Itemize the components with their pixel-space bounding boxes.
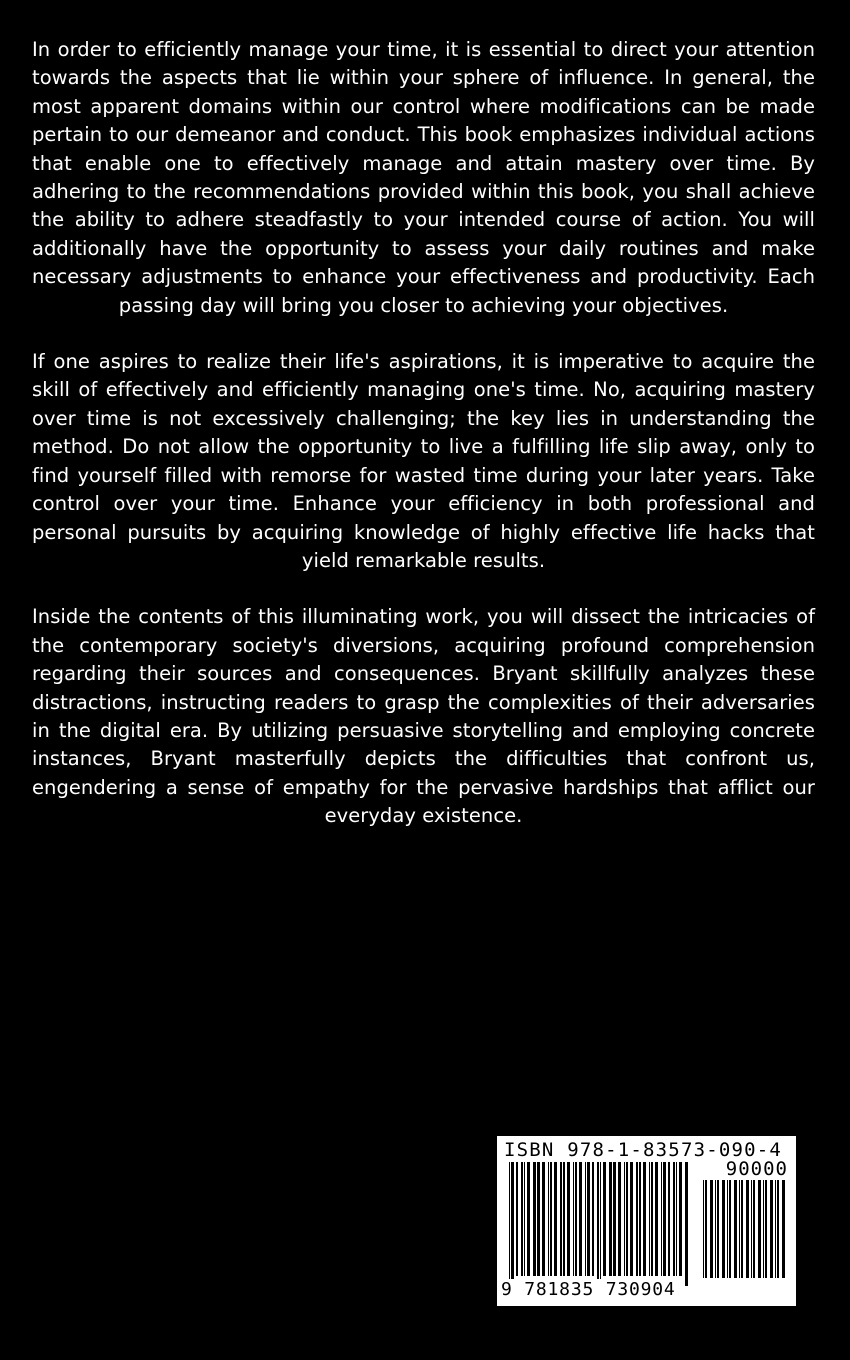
barcode-addon-bar [770,1180,773,1278]
barcode-bar [651,1162,653,1276]
barcode-addon-bar [765,1180,767,1278]
barcode-bar [587,1162,590,1276]
barcode-bar [679,1162,682,1276]
barcode-bar [643,1162,646,1276]
barcode-bar [636,1162,638,1276]
barcode-bar [630,1162,633,1276]
barcode-addon-bar [739,1180,740,1278]
barcode-bar [649,1162,650,1276]
isbn-barcode-box [497,1136,796,1306]
barcode-bar [592,1162,594,1276]
barcode-bar [663,1162,666,1276]
barcode-bar [609,1162,612,1276]
barcode-bar [560,1162,562,1276]
barcode-addon-bar [717,1180,719,1278]
barcode-bar [542,1162,545,1276]
barcode-addon-bar [703,1180,704,1278]
barcode-addon-bar [758,1180,761,1278]
barcode-bar [548,1162,549,1276]
ean-digits: 9 781835 730904 [501,1279,676,1300]
barcode-bar [676,1162,677,1276]
barcode-addon-bar [775,1180,776,1278]
barcode-addon-bar [722,1180,725,1278]
barcode-addon-bar [782,1180,785,1278]
barcode-bar [567,1162,570,1276]
barcode-bar [639,1162,641,1276]
barcode-addon-bar [715,1180,716,1278]
barcode-addon-bar [763,1180,764,1278]
barcode-addon-bar [734,1180,737,1278]
barcode-bar [655,1162,658,1276]
barcode-bar [511,1162,514,1286]
barcode-bar [685,1162,688,1286]
barcode-bar [624,1162,625,1276]
barcode-addon-bar [746,1180,749,1278]
barcode-bar [527,1162,530,1276]
barcode-bar [516,1162,518,1276]
barcode-bar [533,1162,536,1276]
barcode-addon-bar [751,1180,752,1278]
barcode-bar [509,1162,510,1286]
barcode-bar [521,1162,523,1276]
barcode-addon-bar [710,1180,713,1278]
barcode-bar [668,1162,670,1276]
barcode-bar [603,1162,606,1276]
barcode-bar [524,1162,525,1276]
price-code: 90000 [725,1158,788,1180]
barcode-bar [613,1162,616,1276]
isbn-label: ISBN 978-1-83573-090-4 [504,1139,783,1161]
barcode-bar [537,1162,540,1276]
barcode-bar [673,1162,675,1276]
barcode-addon-bar [753,1180,755,1278]
barcode-bar [573,1162,574,1276]
barcode-bar [626,1162,628,1276]
barcode-bar [618,1162,621,1276]
barcode-addon-bar [727,1180,728,1278]
back-cover-blurb [32,36,815,859]
barcode-bar [579,1162,582,1276]
barcode-bar [585,1162,586,1276]
barcode-addon-bar [741,1180,743,1278]
barcode-bar [575,1162,577,1276]
barcode-bar [563,1162,565,1276]
barcode-addon-bar [777,1180,779,1278]
blurb-paragraph-3: Inside the contents of this illuminating work, you will dissect the intricacies of the contemporary society's diversions, acquiring profound comprehension regarding their sources and consequences. Bryant skillfully analyzes these distractions, instructing readers to grasp the complexities of their adversaries in the digital era. By utilizing persuasive storytelling and employing concrete instances, Bryant masterfully depicts the difficulties that confront us, engendering a sense of empathy for the pervasive hardships that afflict our everyday existence. [32,605,815,828]
blurb-paragraph-1: In order to efficiently manage your time, it is essential to direct your attention towards the aspects that lie within your sphere of influence. In general, the most apparent domains within our control where modifications can be made pertain to our demeanor and conduct. This book emphasizes individual actions that enable one to effectively manage and attain mastery over time. By adhering to the recommendations provided within this book, you shall achieve the ability to adhere steadfastly to your intended course of action. You will additionally have the opportunity to assess your daily routines and make necessary adjustments to enhance your effectiveness and productivity. Each passing day will bring you closer to achieving your objectives. [32,38,815,317]
barcode-bar [550,1162,552,1276]
barcode-addon-bar [729,1180,731,1278]
barcode-bar [597,1162,599,1286]
barcode-bar [600,1162,601,1286]
barcode-bar [554,1162,557,1276]
barcode-bar [661,1162,662,1276]
barcode-addon-bar [705,1180,707,1278]
blurb-paragraph-2: If one aspires to realize their life's aspirations, it is imperative to acquire the skill of effectively and efficiently managing one's time. No, acquiring mastery over time is not excessively challenging; the key lies in understanding the method. Do not allow the opportunity to live a fulfilling life slip away, only to find yourself filled with remorse for wasted time during your later years. Take control over your time. Enhance your efficiency in both professional and personal pursuits by acquiring knowledge of highly effective life hacks that yield remarkable results. [32,350,815,572]
